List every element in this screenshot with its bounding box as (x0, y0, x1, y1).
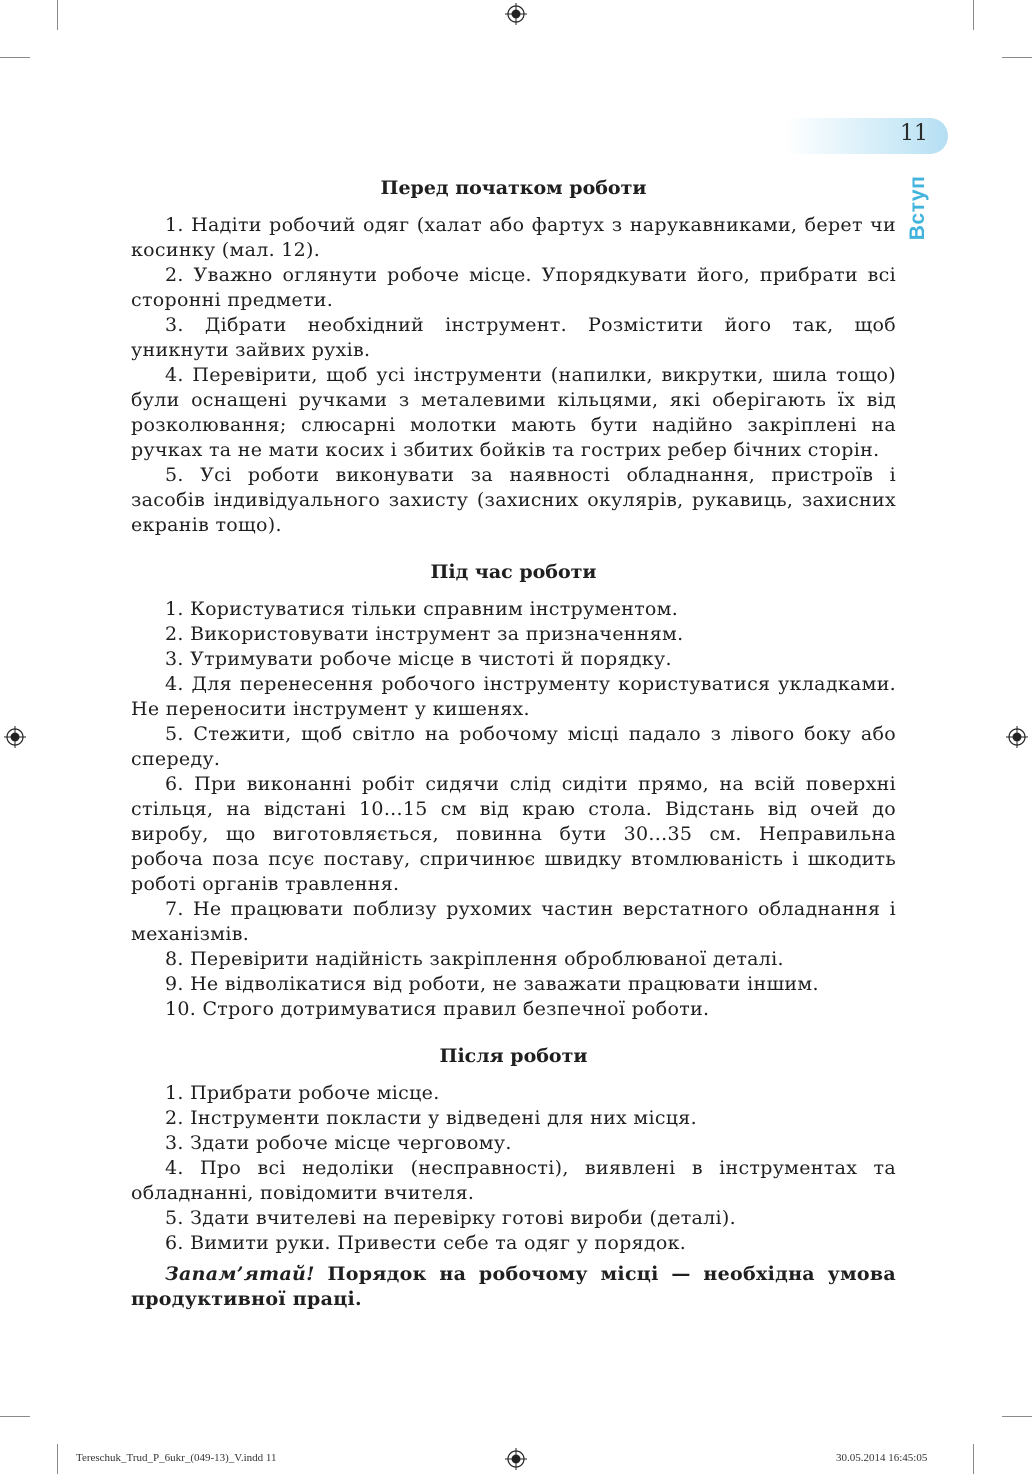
section-title-after-work: Після роботи (439, 1045, 588, 1067)
list-item: 5. Усі роботи виконувати за наявності обладнання, пристроїв і засобів індивідуального захисту (захисних окулярів, рукавиць, захисних екранів тощо). (131, 464, 896, 536)
list-item: 4. Для перенесення робочого інструменту користуватися укладками. Не переносити інструмент у кишенях. (131, 673, 896, 720)
list-item: 1. Користуватися тільки справним інструментом. (165, 598, 679, 620)
list-item: 5. Здати вчителеві на перевірку готові вироби (деталі). (165, 1207, 736, 1229)
crop-mark (0, 1416, 30, 1417)
list-item: 1. Надіти робочий одяг (халат або фартух з нарукавниками, берет чи косинку (мал. 12). (131, 214, 896, 261)
crop-mark (57, 0, 58, 30)
list-item: 2. Використовувати інструмент за призначенням. (165, 623, 684, 645)
list-item: 9. Не відволікатися від роботи, не заважати працювати іншим. (165, 973, 819, 995)
registration-mark-icon (505, 1448, 527, 1470)
list-item: 3. Здати робоче місце черговому. (165, 1132, 512, 1154)
list-item: 4. Перевірити, щоб усі інструменти (напилки, викрутки, шила тощо) були оснащені ручками з металевими кільцями, які оберігають їх від розколювання; слюсарні молотки мають бути надійно закріплені на ручках та не мати косих і збитих бойків та гострих ребер бічних сторін. (131, 364, 896, 461)
list-item: 5. Стежити, щоб світло на робочому місці падало з лівого боку або спереду. (131, 723, 896, 770)
crop-mark (0, 57, 30, 58)
list-item: 10. Строго дотримуватися правил безпечної роботи. (165, 998, 710, 1020)
crop-mark (973, 1444, 974, 1474)
page-content (131, 176, 896, 1312)
crop-mark (973, 0, 974, 30)
crop-mark (57, 1444, 58, 1474)
list-item: 3. Утримувати робоче місце в чистоті й порядку. (165, 648, 672, 670)
page-number: 11 (900, 121, 928, 146)
remember-note (131, 1262, 896, 1312)
registration-mark-icon (1006, 726, 1028, 748)
crop-mark (1002, 57, 1032, 58)
registration-mark-icon (505, 3, 527, 25)
footer-file-slug: Tereschuk_Trud_P_6ukr_(049-13)_V.indd 11 (76, 1452, 277, 1464)
remember-text: Порядок на робочому місці — необхідна умова продуктивної праці. (131, 1263, 896, 1310)
section-title-during-work: Під час роботи (430, 561, 597, 583)
list-item: 7. Не працювати поблизу рухомих частин верстатного обладнання і механізмів. (131, 898, 896, 945)
footer-timestamp: 30.05.2014 16:45:05 (836, 1452, 928, 1464)
crop-mark (1002, 1416, 1032, 1417)
list-item: 1. Прибрати робоче місце. (165, 1082, 440, 1104)
list-item: 8. Перевірити надійність закріплення оброблюваної деталі. (165, 948, 784, 970)
list-item: 2. Інструменти покласти у відведені для них місця. (165, 1107, 697, 1129)
list-item: 3. Дібрати необхідний інструмент. Розмістити його так, щоб уникнути зайвих рухів. (131, 314, 896, 361)
list-item: 4. Про всі недоліки (несправності), виявлені в інструментах та обладнанні, повідомити вчителя. (131, 1157, 896, 1204)
chapter-side-label: Вступ (906, 175, 929, 241)
section-title-before-work: Перед початком роботи (380, 177, 647, 199)
remember-lead: Запам’ятай! (165, 1263, 315, 1285)
registration-mark-icon (4, 726, 26, 748)
list-item: 6. При виконанні робіт сидячи слід сидіти прямо, на всій поверхні стільця, на відстані 10...15 см від краю стола. Відстань від очей до виробу, що виготовляється, повинна бути 30...35 см. Неправильна робоча поза псує поставу, спричинює швидку втомлюваність і шкодить роботі органів травлення. (131, 773, 896, 895)
list-item: 6. Вимити руки. Привести себе та одяг у порядок. (165, 1232, 687, 1254)
list-item: 2. Уважно оглянути робоче місце. Упорядкувати його, прибрати всі сторонні предмети. (131, 264, 896, 311)
